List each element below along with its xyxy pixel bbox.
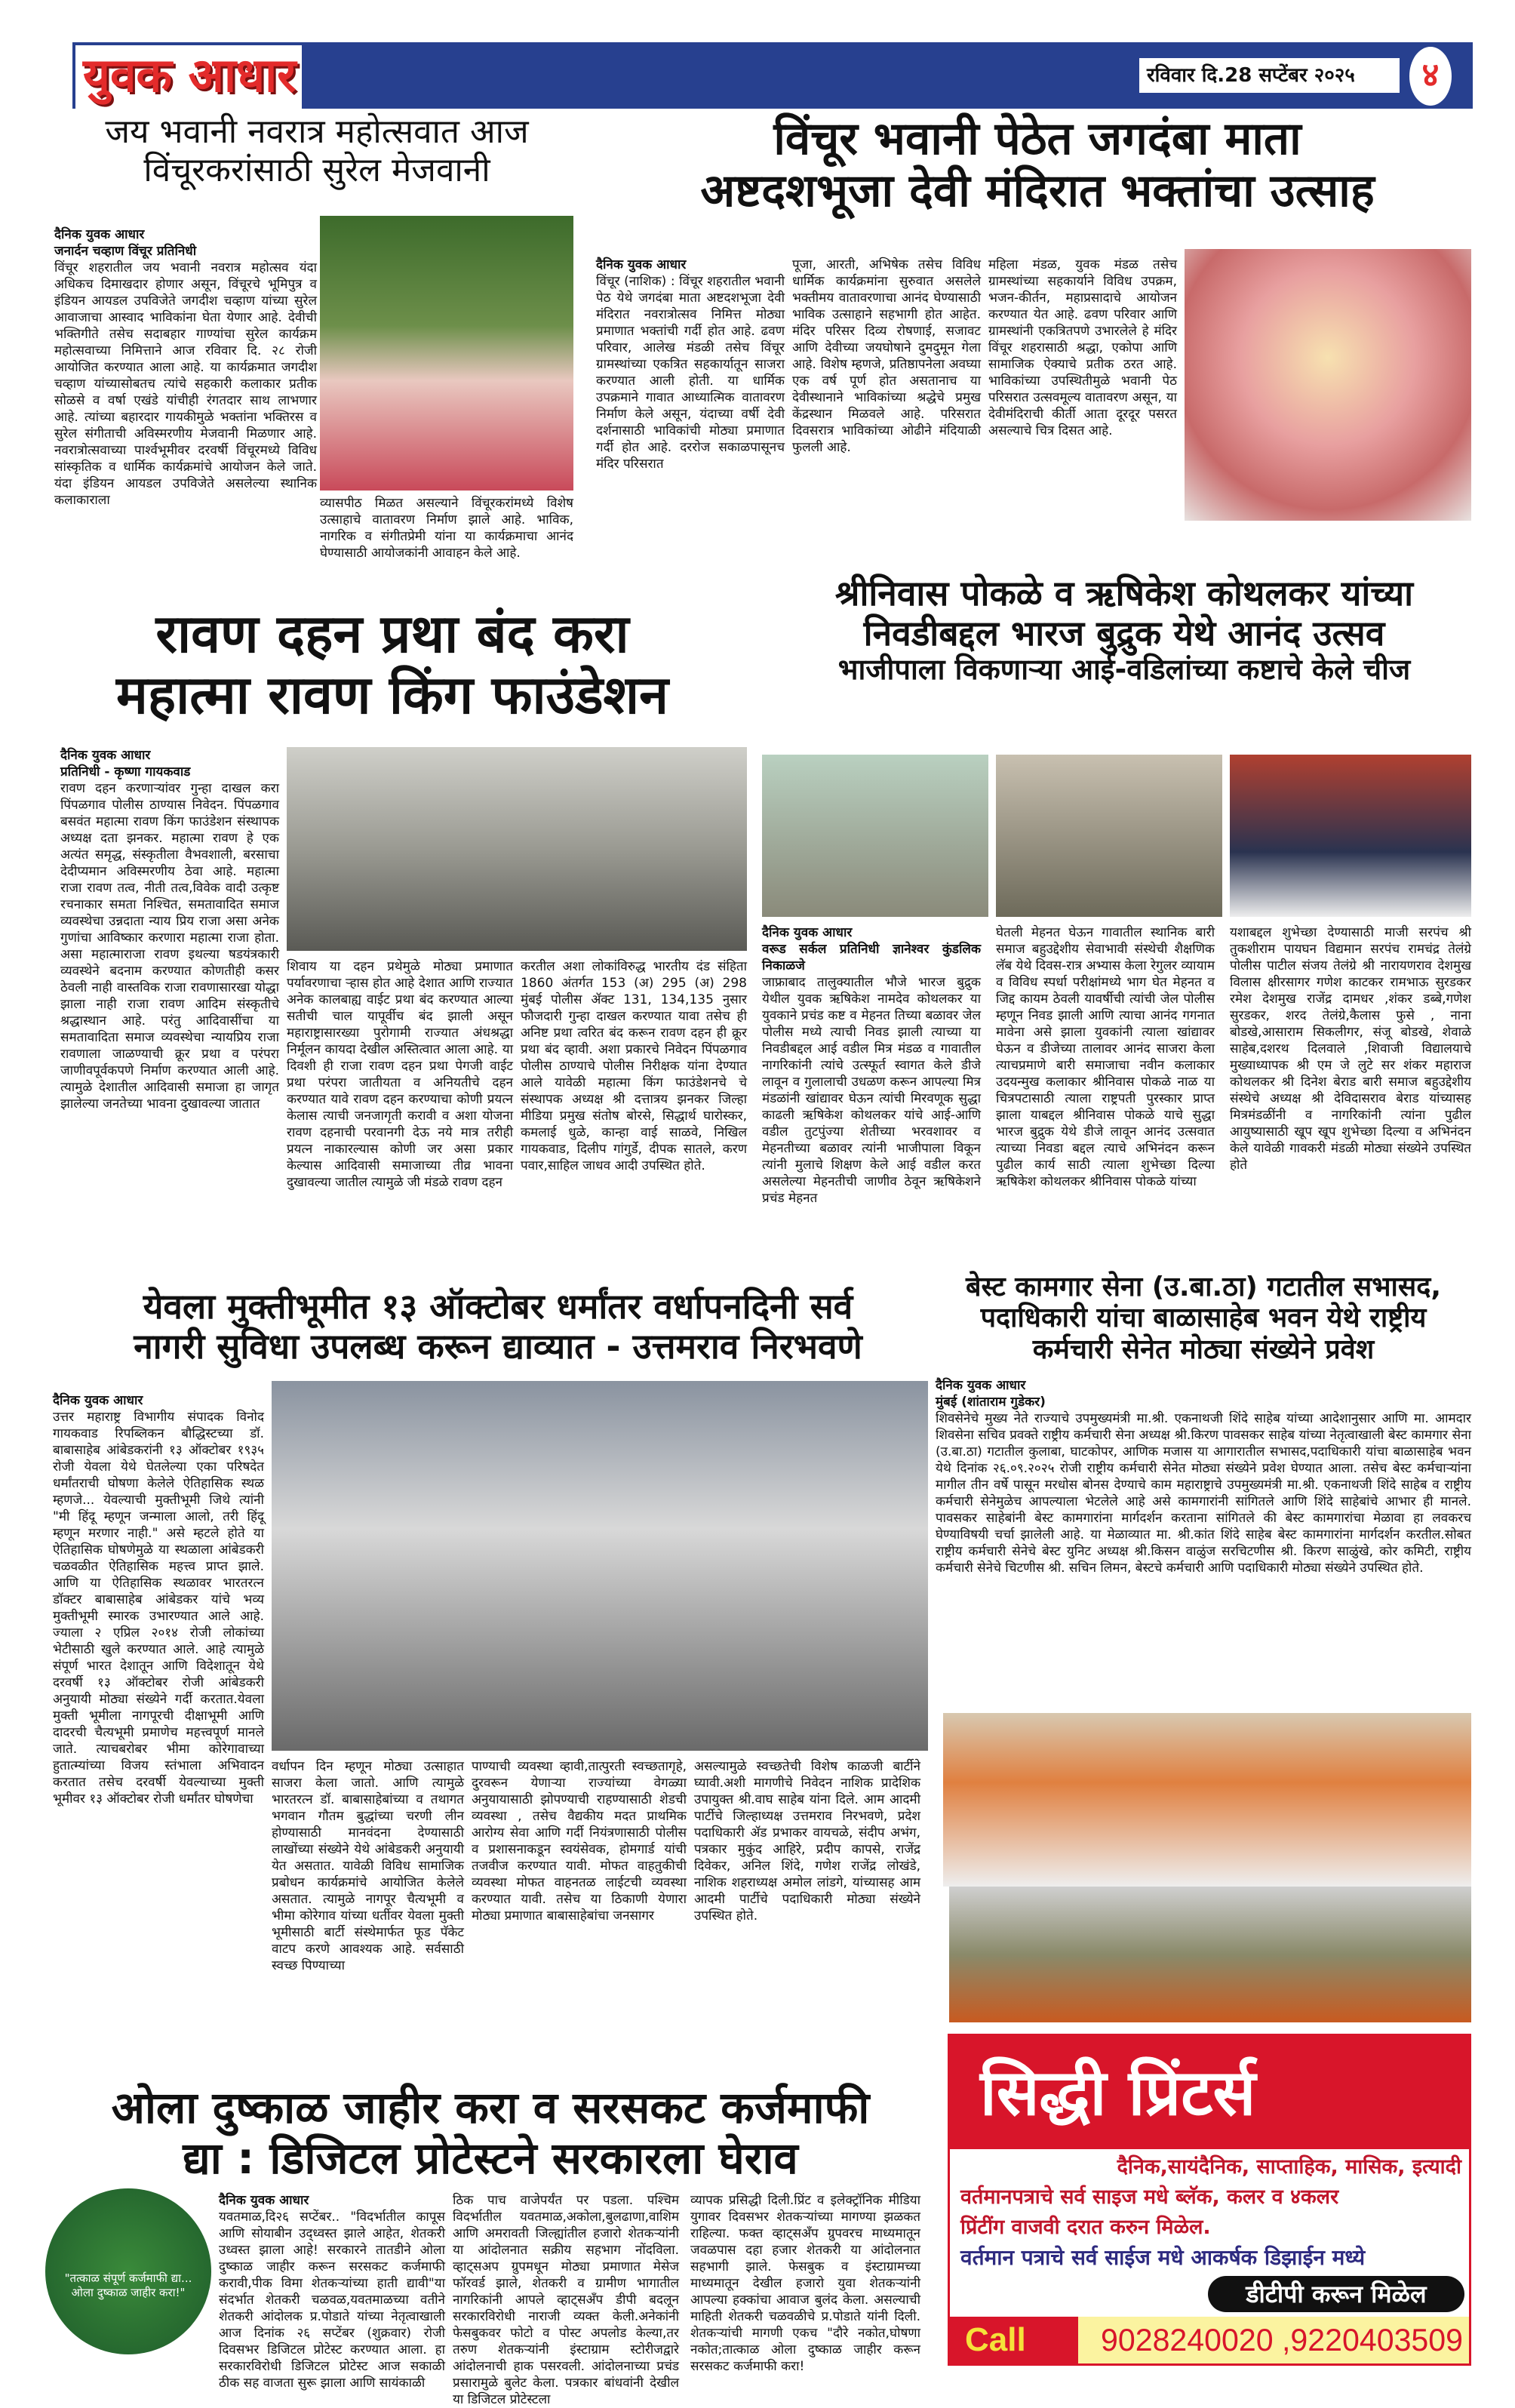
a5-headline-line2: नागरी सुविधा उपलब्ध करून द्याव्यात - उत्तमराव निरभवणे [134,1325,862,1367]
meeting-crowd-photo [949,1887,1471,2022]
byline: दैनिक युवक आधार [596,257,687,272]
a2-headline [604,113,1471,249]
celebration-photo-2 [996,755,1222,917]
reporter: वरूड सर्कल प्रतिनिधी ज्ञानेश्वर कुंडलिक निकाळजे [762,942,981,973]
a4-headline [777,574,1471,686]
ad-dtp-pill: डीटीपी करून मिळेल [1246,2280,1427,2308]
ad-line1: दैनिक,सायंदैनिक, साप्ताहिक, मासिक, इत्यादी [1117,2155,1461,2179]
byline: दैनिक युवक आधार [60,748,151,763]
celebration-photo-1 [762,755,988,917]
a4-subhead: भाजीपाला विकणाऱ्या आई-वडिलांच्या कष्टाचे केले चीज [837,652,1411,686]
protest-poster-image [45,2188,211,2354]
singer-photo [320,216,573,491]
a2-col1-text: विंचूर (नाशिक) : विंचूर शहरातील भवानी पेठ येथे जगदंबा माता अष्टदशभूजा देवी मंदिरात नवरात्रोत्सव निमित्त मोठ्या प्रमाणात भक्तांची गर्दी होत आहे. ढवण परिवार, आलेख मंडळी तसेच विंचूर ग्रामस्थांच्या एकत्रित सहकार्यातून साजरा करण्यात आली होती. या धार्मिक उपक्रमाने गावात आध्यात्मिक वातावरण निर्माण केले असून, यंदाच्या वर्षी देवी दर्शनासाठी भाविकांची मोठ्या प्रमाणात गर्दी होत आहे. दररोज सकाळपासूनच मंदिर परिसरात [596,274,785,472]
reporter: प्रतिनिधी - कृष्णा गायकवाड [60,764,191,780]
group-photo-foundation [287,747,747,951]
a7-col1-text: यवतमाळ,दि२६ सप्टेंबर.. "विदर्भातील कापूस आणि सोयाबीन उद्ध्वस्त झाले आहेत, शेतकरी उध्वस्त झाला आहे! सरकारने तातडीने ओला दुष्काळ जाहीर करून सरसकट कर्जमाफी करावी,पीक विमा शेतकऱ्यांच्या हाती द्यावी"या संदर्भात शेतकरी चळवळ,यवतमाळच्या वतीने शेतकरी आंदोलक प्र.पोडाते यांच्या नेतृत्वाखाली आज दिनांक २६ सप्टेंबर (शुक्रवार) रोजी दिवसभर डिजिटल प्रोटेस्ट करण्यात आला. हा सरकारविरोधी डिजिटल प्रोटेस्ट आज सकाळी ठीक सह वाजता सुरू झाला आणि सायंकाळी [219,2210,445,2391]
a2-headline-line1: विंचूर भवानी पेठेत जगदंबा माता [773,112,1301,165]
a3-col3: करतील अशा लोकांविरुद्ध भारतीय दंड संहिता 1860 अंतर्गत 153 (अ) 295 (अ) 298 मुंबई पोलीस ॲक्ट 131, 134,135 नुसार फौजदारी गुन्हा दाखल करण्यात यावा तसेच ही अनिष्ट प्रथा त्वरित बंद करून रावण दहन ही क्रूर प्रथा बंद व्हावी. अशा प्रकारचे निवेदन पिंपळगाव पोलीस ठाण्याचे पोलीस निरीक्षक यांना देण्यात आले यावेळी महात्मा किंग फाउंडेशनचे चे संस्थापक अध्यक्ष श्री दत्तात्रय झनकर जिल्हा मीडिया प्रमुख संतोष बोरसे, सिद्धार्थ घारोस्कर, कमलाई धुळे, कान्हा वाई साळवे, निखिल गायकवाड, दिलीप गांगुर्डे, दीपक सातले, करण पवार,साहिल जाधव आदी उपस्थित होते. [521,959,747,1173]
issue-date: रविवार दि.28 सप्टेंबर २०२५ [1147,64,1355,87]
a3-headline-line1: रावण दहन प्रथा बंद करा [155,603,629,665]
goddess-idol-photo [1185,249,1471,521]
byline: दैनिक युवक आधार [53,1393,143,1408]
a6-headline-line2: पदाधिकारी यांचा बाळासाहेब भवन येथे राष्ट्रीय [980,1302,1427,1334]
ad-phone-numbers: 9028240020 ,9220403509 [1101,2322,1464,2357]
byline: दैनिक युवक आधार [54,227,145,242]
ad-line2: वर्तमानपत्राचे सर्व साइज मधे ब्लॅक, कलर व ४कलर [960,2185,1339,2209]
a6-headline [936,1272,1471,1365]
a5-col1-text: उत्तर महाराष्ट्र विभागीय संपादक विनोद गायकवाड रिपब्लिकन बौद्धिस्टच्या डॉ. बाबासाहेब आंबेडकरांनी १३ ऑक्टोबर १९३५ रोजी येवला येथे घेतलेल्या एका परिषदेत धर्मांतराची घोषणा केलेले ऐतिहासिक स्थळ म्हणजे... येवल्याची मुक्तीभूमी जिथे त्यांनी "मी हिंदू म्हणून जन्माला आलो, तरी हिंदू म्हणून मरणार नाही." असे म्हटले होते या ऐतिहासिक घोषणेमुळे या स्थळाला आंबेडकरी चळवळीत ऐतिहासिक महत्त्व प्राप्त झाले. आणि या ऐतिहासिक स्थळावर भारतरत्न डॉक्टर बाबासाहेब आंबेडकर यांचे भव्य मुक्तीभूमी स्मारक उभारण्यात आले आहे. ज्याला २ एप्रिल २०१४ रोजी लोकांच्या भेटीसाठी खुले करण्यात आले. आहे त्यामुळे संपूर्ण भारत देशातून आणि विदेशातून येथे दरवर्षी १३ ऑक्टोबर रोजी आंबेडकरी अनुयायी मोठ्या संख्येने गर्दी करतात.येवला मुक्ती भूमीला नागपूरची दीक्षाभूमी आणि दादरची चैत्यभूमी प्रमाणेच महत्त्वपूर्ण मानले जाते. त्याचबरोबर भीमा कोरेगावाच्या हुतात्म्यांच्या विजय स्तंभाला अभिवादन करतात तसेच दरवर्षी येवल्याच्या मुक्ती भूमीवर १३ ऑक्टोबर रोजी धर्मांतर घोषणेचा [53,1410,264,1807]
a4-col1 [762,924,981,1272]
a4-headline-line2: निवडीबद्दल भारज बुद्रुक येथे आनंद उत्सव [863,612,1385,654]
a3-headline-line2: महात्मा रावण किंग फाउंडेशन [116,663,668,726]
reporter: जनार्दन चव्हाण विंचूर प्रतिनिधी [54,244,197,259]
a7-col2: ठिक पाच वाजेपर्यंत पर पडला. पश्चिम विदर्भातील यवतमाळ,अकोला,बुलढाणा,वाशिम आणि अमरावती जिल्ह्यांतील हजारो शेतकऱ्यांनी या आंदोलनात सक्रीय सहभाग नोंदविला. व्हाट्सअप ग्रुपमधून मोठ्या प्रमाणात मेसेज फॉरवर्ड झाले, शेतकरी व ग्रामीण भागातील नागरिकांनी आपले व्हाट्सअँप डीपी बदलून सरकारविरोधी नाराजी व्यक्त केली.अनेकांनी फेसबुकवर फोटो व पोस्ट अपलोड केल्या,तर तरुण शेतकऱ्यांनी इंस्टाग्राम स्टोरीजद्वारे आंदोलनाची हाक पसरवली. आंदोलनाच्या प्रचंड प्रसारामुळे बुलेट केला. पत्रकार बांधवांनी देखील या डिजिटल प्रोटेस्टला [453,2193,679,2407]
a7-headline-line2: द्या : डिजिटल प्रोटेस्टने सरकारला घेराव [183,2132,798,2184]
byline: दैनिक युवक आधार [936,1378,1026,1393]
a5-headline [68,1287,928,1367]
a5-col3: पाण्याची व्यवस्था व्हावी,तात्पुरती स्वच्छतागृहे, दुरवरून येणाऱ्या राज्यांच्या वेगळ्या अनुयायासाठी झोपण्याची राहण्यासाठी शेडची व्यवस्था , तसेच वैद्यकीय मदत प्राथमिक आरोग्य सेवा आणि गर्दी नियंत्रणासाठी पोलीस व प्रशासनाकडून स्वयंसेवक, होमगार्ड यांची तजवीज करण्यात यावी. मोफत वाहतुकीची व्यवस्था मोफत वाहनतळ लाईटची व्यवस्था करण्यात यावी. तसेच या ठिकाणी येणारा मोठ्या प्रमाणात बाबासाहेबांचा जनसागर [472,1759,687,1924]
a6-headline-line3: कर्मचारी सेनेत मोठ्या संख्येने प्रवेश [1032,1333,1375,1365]
a4-col2: घेतली मेहनत घेऊन गावातील स्थानिक बारी समाज बहुउद्देशीय सेवाभावी संस्थेची शैक्षणिक लॅब येथे दिवस-रात्र अभ्यास केला रेगुलर व्यायाम व विविध स्पर्धा परीक्षांमध्ये भाग घेत मेहनत व जिद्द कायम ठेवली यावर्षीची त्यांची जेल पोलीस म्हणून निवड झाली आणि त्याचा आनंद गगनात मावेना असे झाला युवकांनी त्याला खांद्यावर घेऊन व डीजेच्या तालावर आनंद साजरा केला त्याचप्रमाणे बारी समाजाचा नवीन कलाकार उदयन्मुख कलाकार श्रीनिवास पोकळे नाळ या चित्रपटासाठी त्याला राष्ट्रपती पुरस्कार प्राप्त झाला याबद्दल श्रीनिवास पोकळे याचे सुद्धा भारज बुद्रुक येथे डीजे लावून आनंद उत्सवात त्याच्या निवडा बद्दल त्याचे अभिनंदन करून पुढील कार्य साठी त्याला शुभेच्छा दिल्या ऋषिकेश कोथलकर श्रीनिवास पोकळे यांच्या [996,925,1215,1189]
a4-col3: यशाबद्दल शुभेच्छा देण्यासाठी माजी सरपंच श्री तुकशीराम पायघन विद्यमान सरपंच रामचंद्र तेलंग्रे पोलीस पाटील संजय तेलंग्रे श्री नारायणराव देशमुख विलास क्षीरसागर गणेश काटकर रामभाऊ सुरडकर रमेश देशमुख राजेंद्र दामधर ,शंकर डब्बे,गणेश सुरडकर, शरद तेलंग्रे,कैलास फुसे , नाना बोडखे,आसाराम सिकलीगर, संजू बोडखे, शेवाळे साहेब,दशरथ दिलवाले ,शिवाजी विद्यालयाचे मुख्याध्यापक श्री एम जे लुटे सर शंकर महाराज कोथलकर श्री दिनेश बेराड बारी समाज बहुउद्देशीय संस्थेचे अध्यक्ष श्री देविदासराव बेराड यांच्यासह मित्रमंडळींनी व नागरिकांनी त्यांना पुढील आयुष्यासाठी खूप खूप शुभेच्छा दिल्या व अभिनंदन केले यावेळी गावकरी मंडळी मोठ्या संख्येने उपस्थित होते [1230,925,1471,1173]
a6-body: शिवसेनेचे मुख्य नेते राज्याचे उपमुख्यमंत्री मा.श्री. एकनाथजी शिंदे साहेब यांच्या आदेशानुसार आणि मा. आमदार शिवसेना सचिव प्रवक्ते राष्ट्रीय कर्मचारी सेना अध्यक्ष श्री.किरण पावसकर साहेब यांच्या नेतृत्वाखाली बेस्ट कामगार सेना (उ.बा.ठा) गटातील कुलाबा, घाटकोपर, आणिक मजास या आगारातील सभासद,पदाधिकारी यांचा बाळासाहेब भवन येथे दिनांक २६.०९.२०२५ रोजी राष्ट्रीय कर्मचारी सेनेत मोठ्या संख्येने प्रवेश घेण्यात आला. तसेच बेस्ट कर्मचाऱ्यांना मागील तीन वर्षे पासून मरधोस बोनस देण्याचे काम महाराष्ट्राचे उपमुख्यमंत्री मा.श्री. एकनाथजी शिंदे साहेब व राष्ट्रीय कर्मचारी सेनेमुळेच आपल्याला भेटलेले आहे असे कामगारांनी सांगितले आणि शिंदे साहेबांचे आभार ही मानले. पावसकर साहेबांनी बेस्ट कामगारांना मार्गदर्शन करताना सांगितले की बेस्ट कामगारांचा मेळावा हा लवकरच घेण्याविषयी चर्चा झालेली आहे. या मेळाव्यात मा. श्री.कांत शिंदे साहेब बेस्ट कामगारांना मार्गदर्शन करतील.सोबत राष्ट्रीय कर्मचारी सेनेचे बेस्ट युनिट अध्यक्ष श्री.किसन वाळुंज सरचिटणीस श्री. किरण साळुंखे, कोर कमिटी, राष्ट्रीय कर्मचारी सेनेचे चिटणीस श्री. सचिन लिमन, बेस्टचे कर्मचारी आणि पदाधिकारी मोठ्या संख्येने उपस्थित होते. [936,1411,1471,1576]
a7-col3: व्यापक प्रसिद्धी दिली.प्रिंट व इलेक्ट्रॉनिक मीडिया युगावर दिवसभर शेतकऱ्यांच्या मागण्या झळकत राहिल्या. फक्त व्हाट्सअँप ग्रुपवरच माध्यमातून जवळपास दहा हजार शेतकरी या आंदोलनात सहभागी झाले. फेसबुक व इंस्टाग्रामच्या माध्यमातून देखील हजारो युवा शेतकऱ्यांनी आपल्या हक्कांचा आवाज बुलंद केला. असल्याची माहिती शेतकरी चळवळीचे प्र.पोडाते यांनी दिली. शेतकऱ्यांची मागणी एकच "दौरे नकोत,घोषणा नकोत;तात्काळ ओला दुष्काळ जाहीर करून सरसकट कर्जमाफी करा! [690,2193,920,2374]
a7-headline [53,2083,928,2183]
newspaper-logo-text: युवक आधार [83,48,297,103]
a6-headline-line1: बेस्ट कामगार सेना (उ.बा.ठा) गटातील सभासद, [965,1272,1442,1302]
a1-article-text [54,226,317,664]
a1-headline [53,113,581,189]
a5-headline-line1: येवला मुक्तीभूमीत १३ ऑक्टोबर धर्मांतर वर्धापनदिनी सर्व [143,1286,853,1327]
a6-article-text [936,1377,1471,1705]
reporter: मुंबई (शांताराम गुडेकर) [936,1395,1046,1410]
ad-line4: वर्तमान पत्राचे सर्व साईज मधे आकर्षक डिझाईन मध्ये [960,2245,1366,2270]
page-number: ४ [1409,47,1452,106]
issue-date-box [1139,58,1400,93]
printers-advertisement [948,2034,1471,2366]
a5-col2: वर्धापन दिन म्हणून मोठ्या उत्साहात साजरा केला जातो. आणि त्यामुळे भारतरत्न डॉ. बाबासाहेबांच्या व तथागत भगवान गौतम बुद्धांच्या चरणी लीन होण्यासाठी मानवंदना देण्यासाठी लाखोंच्या संख्येने येथे आंबेडकरी अनुयायी येत असतात. यावेळी विविध सामाजिक प्रबोधन कार्यक्रमांचे आयोजित केलेले असतात. त्यामुळे नागपूर चैत्यभूमी व भीमा कोरेगाव यांच्या धर्तीवर येवला मुक्ती भूमीसाठी बार्टी संस्थेमार्फत फूड पॅकेट वाटप करणे आवश्यक आहे. सर्वसाठी स्वच्छ पिण्याच्या [272,1759,464,1973]
a1-headline-line1: जय भवानी नवरात्र महोत्सवात आज [105,112,529,151]
a2-col1 [596,257,785,558]
joining-event-photo [943,1713,1471,1887]
byline: दैनिक युवक आधार [762,925,853,940]
newspaper-logo [75,45,302,110]
a1-body: विंचूर शहरातील जय भवानी नवरात्र महोत्सव यंदा अधिकच दिमाखदार होणार असून, विंचूरचे भूमिपुत्र व इंडियन आयडल उपविजेते जगदीश चव्हाण यांच्या सुरेल आवाजाचा आस्वाद भाविकांना घेता येणार आहे. देवीची भक्तिगीते तसेच सदाबहार गाण्यांचा सुरेल कार्यक्रम महोत्सवाच्या निमित्ताने आज रविवार दि. २८ रोजी आयोजित करण्यात आला आहे. या कार्यक्रमात जगदीश चव्हाण यांच्यासोबतच त्यांचे सहकारी कलाकार प्रतीक सोळसे व वर्षा एखंडे यांचीही रंगतदार साथ लाभणार आहे. त्यांच्या बहारदार गायकीमुळे भक्तांना भक्तिरस व सुरेल संगीताची अविस्मरणीय मेजवानी मिळणार आहे. नवरात्रोत्सवाच्या पार्श्वभूमीवर दरवर्षी विंचूरमध्ये विविध सांस्कृतिक व धार्मिक कार्यक्रमांचे आयोजन केले जाते. यंदा इंडियन आयडल उपविजेते असलेल्या स्थानिक कलाकाराला [54,260,317,508]
a7-col1 [219,2192,445,2391]
a3-col2: शिवाय या दहन प्रथेमुळे मोठ्या प्रमाणात पर्यावरणाचा ऱ्हास होत आहे देशात आणि राज्यात अनेक कालबाह्य वाईट प्रथा बंद करण्यात आल्या सतीची चाल यापूर्वीच बंद झाली असून महाराष्ट्रासारख्या पुरोगामी राज्यात अंधश्रद्धा निर्मूलन कायदा देखील अस्तित्वात आला आहे. या दिवशी ही राजा रावण दहन प्रथा पेगजी वाईट प्रथा परंपरा जातीयता व अनियतीचे दहन करण्यात यावे रावण दहन करण्याचा कोणी प्रयत्न केलास त्याची जनजागृती करावी व अशा योजना रावण दहनाची परवानगी देऊ नये मात्र तरीही प्रयत्न नाकारल्यास कोणी जर असा प्रकार केल्यास आदिवासी समाजाच्या तीव्र भावना दुखावल्या जातील त्यामुळे जी मंडळे रावण दहन [287,959,513,1190]
a4-col1-text: जाफ्राबाद तालुक्यातील भौजे भारज बुद्रुक येथील युवक ऋषिकेश नामदेव कोथलकर या युवकाने प्रचंड कष्ट व मेहनत तिच्या बळावर जेल पोलीस मध्ये त्याची निवड झाली त्याच्या या निवडीबद्दल आई वडील मित्र मंडळ व गावातील नागरिकांनी त्यांचे उत्स्फूर्त स्वागत केले डीजे लावून व गुलालाची उधळण करून आपल्या मित्र मंडळांनी खांद्यावर घेऊन त्यांची मिरवणूक सुद्धा काढली ऋषिकेश कोथलकर यांचे आई-आणि वडील तुटपुंज्या शेतीच्या भरवशावर व मेहनतीच्या बळावर त्यांनी भाजीपाला विकून त्यांनी मुलाचे शिक्षण केले आई वडील करत असलेल्या मेहनतीची जाणीव ठेवून ऋषिकेशने प्रचंड मेहनत [762,975,981,1206]
ad-call-label: Call [950,2317,1078,2363]
ad-title: सिद्धी प्रिंटर्स [980,2056,1256,2130]
memorandum-photo [272,1381,928,1751]
poster-text: "तत्काळ संपूर्ण कर्जमाफी द्या... ओला दुष्काळ जाहीर करा!" [64,2271,192,2299]
a7-headline-line1: ओला दुष्काळ जाहीर करा व सरसकट कर्जमाफी [111,2082,870,2133]
a1-body-continued: व्यासपीठ मिळत असल्याने विंचूरकरांमध्ये विशेष उत्साहाचे वातावरण निर्माण झाले आहे. भाविक, नागरिक व संगीतप्रेमी यांना या कार्यक्रमाचा आनंद घेण्यासाठी आयोजकांनी आवाहन केले आहे. [320,496,573,561]
a3-headline [60,604,724,725]
a1-headline-line2: विंचूरकरांसाठी सुरेल मेजवानी [143,150,490,189]
a2-col2: पूजा, आरती, अभिषेक तसेच विविध धार्मिक कार्यक्रमांना सुरुवात असलेले भक्तीमय वातावरणाचा आनंद घेण्यासाठी भाविक उत्साहाने सहभागी होत आहेत. मंदिर परिसर दिव्य रोषणाई, सजावट आणि देवीच्या जयघोषाने दुमदुमून गेला आहे. विशेष म्हणजे, प्रतिष्ठापनेला अवघ्या एक वर्ष पूर्ण होत असतानाच या देवीस्थानाने भाविकांच्या श्रद्धेचे प्रमुख केंद्रस्थान मिळवले आहे. परिसरात दिवसरात्र भाविकांच्या ओढीने मंदियाळी फुलली आहे. [792,257,981,455]
award-photo [1230,755,1471,917]
a2-col3: महिला मंडळ, युवक मंडळ तसेच ग्रामस्थांच्या सहकार्याने विविध उपक्रम, भजन-कीर्तन, महाप्रसादाचे आयोजन करण्यात येत आहे. ढवण परिवार आणि ग्रामस्थांनी एकत्रितपणे उभारलेले हे मंदिर विंचूर शहरासाठी श्रद्धा, एकोपा आणि सामाजिक ऐक्याचे प्रतीक ठरत आहे. भाविकांच्या उपस्थितीमुळे भवानी पेठ परिसरात उत्सवमूल्य वातावरण असून, या देवीमंदिराची कीर्ती आता दूरदूर पसरत असल्याचे चित्र दिसत आहे. [988,257,1177,438]
a2-headline-line2: अष्टदशभूजा देवी मंदिरात भक्तांचा उत्साह [700,165,1375,217]
ad-line3: प्रिंटींग वाजवी दरात करुन मिळेल. [960,2216,1211,2239]
a4-headline-line1: श्रीनिवास पोकळे व ऋषिकेश कोथलकर यांच्या [834,573,1414,614]
byline: दैनिक युवक आधार [219,2193,309,2208]
a3-col1-text: रावण दहन करणाऱ्यांवर गुन्हा दाखल करा पिंपळगाव पोलीस ठाण्यास निवेदन. पिंपळगाव बसवंत महात्मा रावण किंग फाउंडेशन संस्थापक अध्यक्ष दता झनकर. महात्मा रावण हे एक अत्यंत समृद्ध, संस्कृतीला वैभवशाली, बरसाचा देदीप्यमान अविस्मरणीय ठेवा आहे. महात्मा राजा रावण तत्व, नीती तत्व,विवेक वादी उत्कृष्ट रचनाकार समता निश्चित, समतावादित समाज व्यवस्थेचा उन्नदाता न्याय प्रिय राजा असा अनेक गुणांचा आविष्कार करणारा महात्मा राजा होता. असा महात्माराजा रावण इथल्या षडयंत्रकारी व्यवस्थेने बदनाम करण्यात कोणतीही कसर ठेवली नाही वास्तविक राजा रावणासारखा योद्धा झाला नाही राजा रावण आदिम संस्कृतीचे श्रद्धास्थान आहे. परंतु आदिवासींचा या समतावादिता समाज व्यवस्थेचा न्यायप्रिय राजा रावणाला जाळण्याची क्रूर प्रथा व परंपरा जाणीवपूर्वकपणे निर्माण करण्यात आली आहे. त्यामुळे देशातील आदिवासी समाजा हा जागृत झालेल्या जनतेच्या भावना दुखावल्या जातात [60,781,279,1112]
a5-col1 [53,1392,264,2071]
a5-col4: असल्यामुळे स्वच्छतेची विशेष काळजी बार्टीने घ्यावी.अशी मागणीचे निवेदन नाशिक प्रादेशिक उपायुक्त श्री.वाघ साहेब यांना दिले. आम आदमी पार्टीचे जिल्हाध्यक्ष उत्तमराव निरभवणे, प्रदेश पदाधिकारी ॲड प्रभाकर वायचळे, संदीप अभंग, पत्रकार मुकुंद आहिरे, प्रदीप कापसे, राजेंद्र दिवेकर, अनिल शिंदे, गणेश राजेंद्र लोखंडे, नाशिक शहराध्यक्ष अमोल लांडगे, यांच्यासह आम आदमी पार्टीचे पदाधिकारी मोठ्या संख्येने उपस्थित होते. [694,1759,920,1924]
